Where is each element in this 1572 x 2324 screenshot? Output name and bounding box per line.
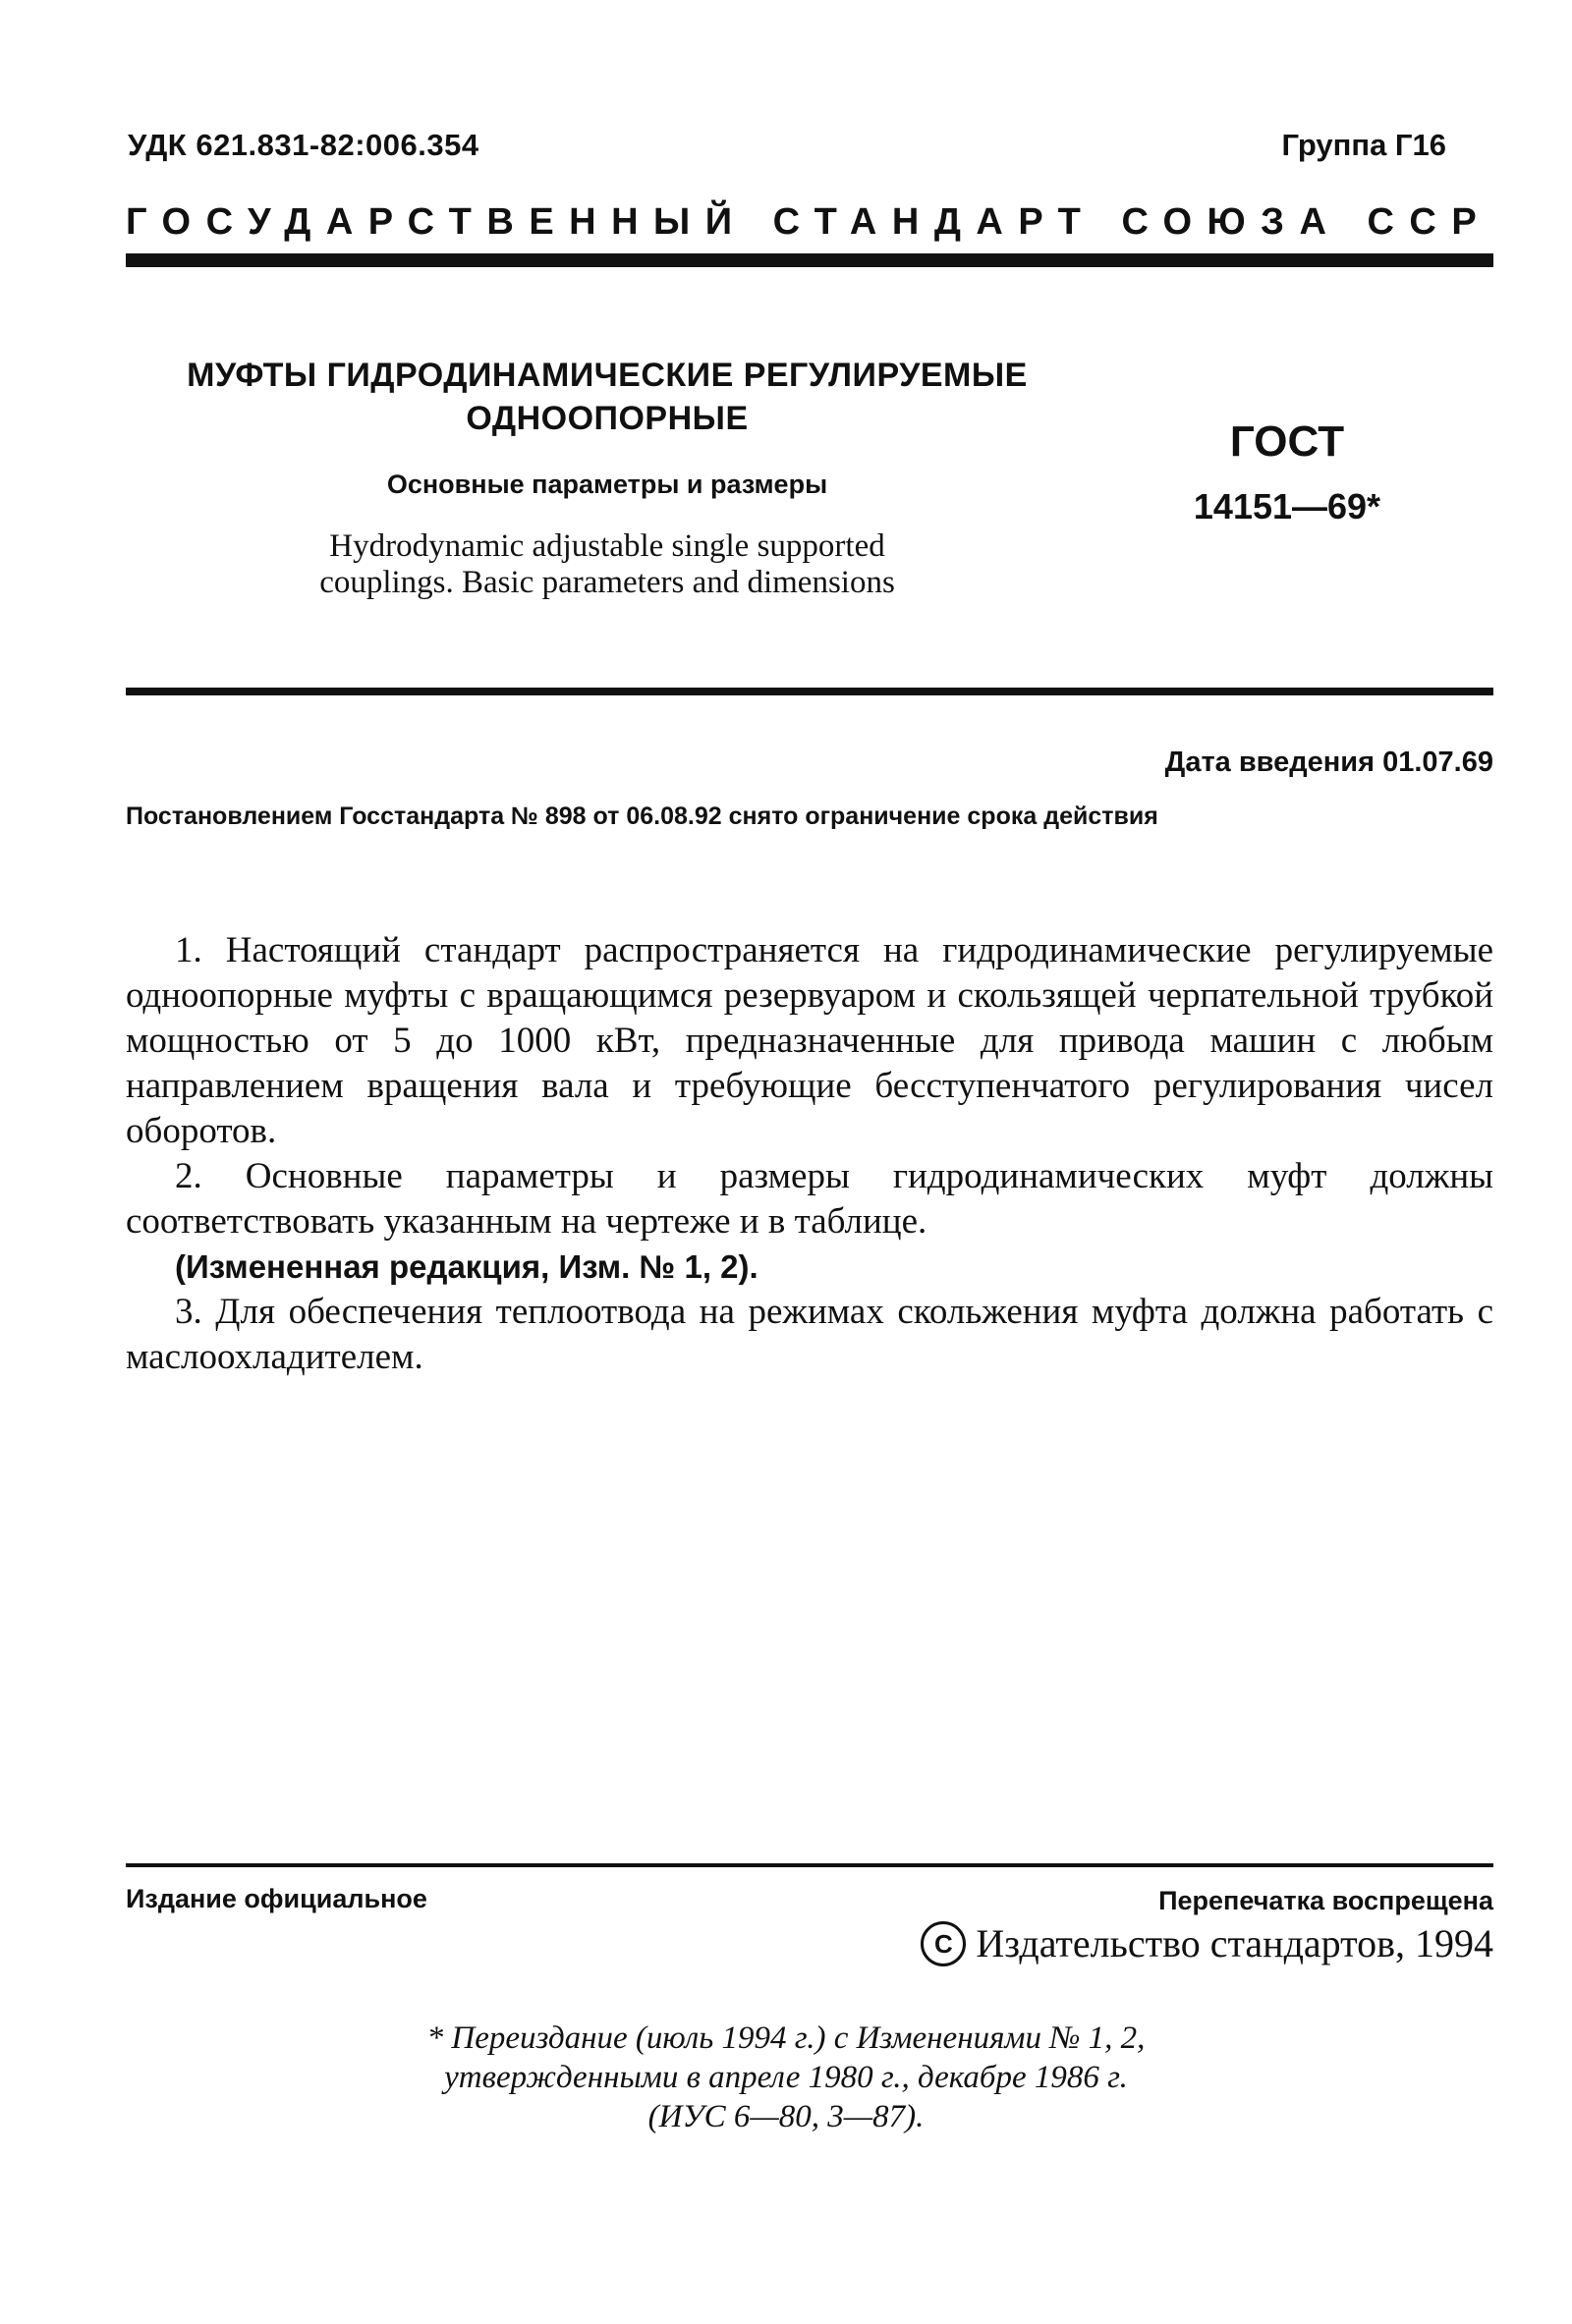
publisher-name: Издательство стандартов, 1994 xyxy=(976,1921,1493,1965)
amendment-note: (Измененная редакция, Изм. № 1, 2). xyxy=(175,1248,758,1285)
decree-note: Постановлением Госстандарта № 898 от 06.08.92 снято ограничение срока действия xyxy=(126,802,1158,830)
reissue-line-2: утвержденными в апреле 1980 г., декабре 1986 г. xyxy=(444,2060,1128,2095)
reissue-note xyxy=(226,2019,1346,2136)
copyright-icon: C xyxy=(921,1921,966,1966)
title-line-2: ОДНООПОРНЫЕ xyxy=(466,400,749,437)
title-rule xyxy=(126,688,1493,695)
header-rule xyxy=(126,253,1493,267)
reissue-line-1: * Переиздание (июль 1994 г.) с Изменениями № 1, 2, xyxy=(426,2020,1146,2056)
group-code: Группа Г16 xyxy=(1281,128,1446,162)
english-title-line-2: couplings. Basic parameters and dimensions xyxy=(319,565,895,600)
document-subtitle: Основные параметры и размеры xyxy=(386,470,828,499)
paragraph-2: 2. Основные параметры и размеры гидродинамических муфт должны соответствовать указанным на чертеже и в таблице. xyxy=(126,1156,1493,1242)
document-body xyxy=(126,928,1493,1380)
publisher-line xyxy=(921,1920,1493,1966)
paragraph-1: 1. Настоящий стандарт распространяется на гидродинамические регулируемые одноопорные муфты с вращающимся резервуаром и скользящей черпательной трубкой мощностью от 5 до 1000 кВт, предназначенные для привода машин с любым направлением вращения вала и требующие бесступенчатого регулирования чисел оборотов. xyxy=(126,930,1493,1151)
state-standard-heading: ГОСУДАРСТВЕННЫЙ СТАНДАРТ СОЮЗА ССР xyxy=(126,201,1492,243)
gost-number: 14151—69* xyxy=(1193,486,1381,526)
footer-rule xyxy=(126,1863,1493,1867)
title-line-1: МУФТЫ ГИДРОДИНАМИЧЕСКИЕ РЕГУЛИРУЕМЫЕ xyxy=(187,357,1028,394)
udk-code: УДК 621.831-82:006.354 xyxy=(128,128,479,162)
introduction-date: Дата введения 01.07.69 xyxy=(1164,747,1493,778)
document-title xyxy=(126,354,1089,440)
edition-label: Издание официальное xyxy=(126,1884,427,1913)
paragraph-3: 3. Для обеспечения теплоотвода на режимах скольжения муфта должна работать с маслоохладителем. xyxy=(126,1292,1493,1377)
english-title-line-1: Hydrodynamic adjustable single supported xyxy=(329,528,885,564)
english-title xyxy=(126,528,1089,601)
reissue-line-3: (ИУС 6—80, 3—87). xyxy=(647,2099,925,2134)
gost-label: ГОСТ xyxy=(1229,417,1345,466)
reprint-notice: Перепечатка воспрещена xyxy=(1158,1886,1493,1915)
